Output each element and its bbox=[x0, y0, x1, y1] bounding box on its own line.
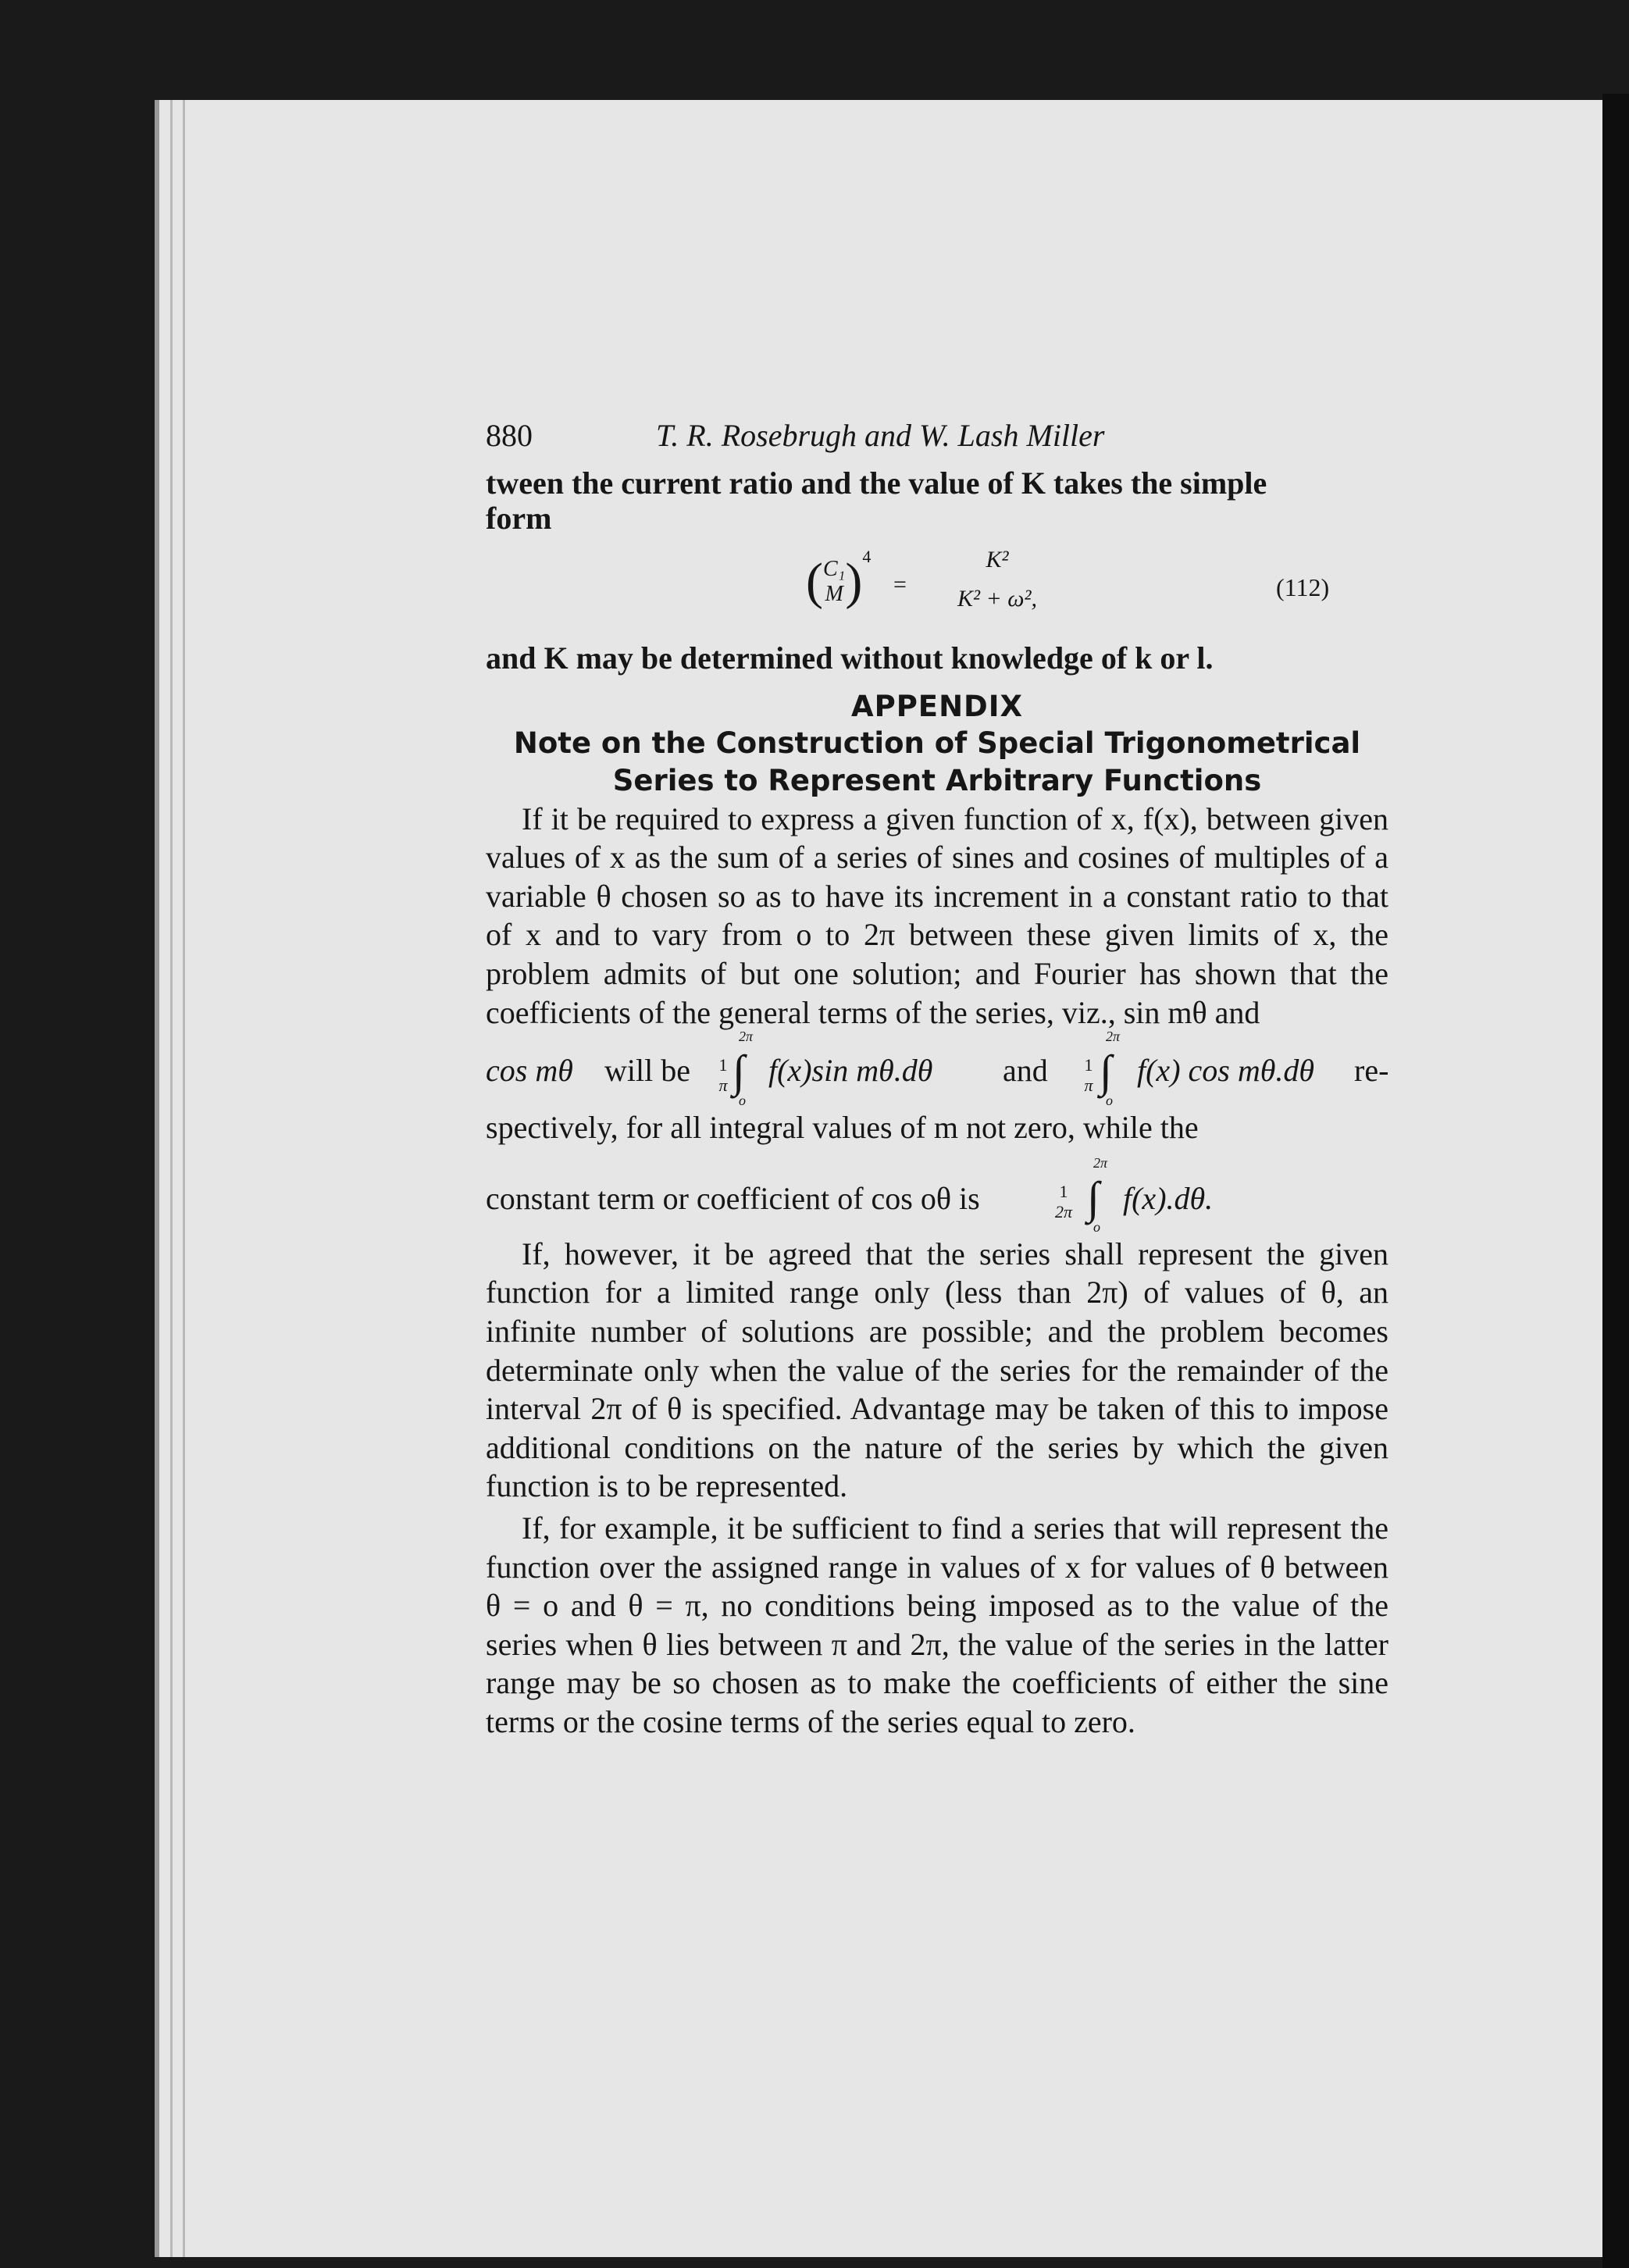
page-number: 880 bbox=[486, 418, 533, 453]
cos-term: cos mθ bbox=[486, 1053, 573, 1089]
upper-limit: 2π bbox=[1106, 1029, 1121, 1045]
integral-symbol: ∫ bbox=[1087, 1171, 1100, 1223]
equation-lhs: (C₁ M)$^4$ bbox=[806, 547, 872, 610]
lhs-exponent: 4 bbox=[862, 547, 872, 566]
appendix-subtitle: Series to Represent Arbitrary Functions bbox=[612, 763, 1262, 797]
paragraph-limited-range: If, however, it be agreed that the series shall represent the given function for a limited range only (less than 2π) of values of θ, an infinite number of solutions are possible; and the problem becomes determinate only when the value of the series for the remainder of the interval 2π of θ is specified. Advantage may be taken of this to impose additional conditions on the nature of the series by which the given function is to be represented. bbox=[486, 1236, 1388, 1504]
page-edge-line bbox=[170, 100, 173, 2257]
integrand-cosine: f(x) cos mθ.dθ bbox=[1137, 1053, 1315, 1089]
coef-3: 1 2π bbox=[1054, 1181, 1073, 1221]
lower-limit: o bbox=[1093, 1218, 1100, 1235]
lhs-numerator: C₁ bbox=[822, 556, 846, 581]
integral-symbol: ∫ bbox=[733, 1046, 745, 1097]
lower-limit: o bbox=[1106, 1093, 1113, 1109]
lower-limit: o bbox=[739, 1093, 746, 1109]
coef-2: 1 π bbox=[1084, 1055, 1093, 1096]
equation-number: (112) bbox=[1276, 573, 1330, 601]
upper-limit: 2π bbox=[1093, 1154, 1108, 1171]
intro-line: form bbox=[486, 501, 552, 536]
appendix-subtitle: Note on the Construction of Special Trigonometrical bbox=[513, 726, 1361, 760]
appendix-title: APPENDIX bbox=[850, 689, 1024, 723]
equation-112 bbox=[486, 536, 1388, 639]
constant-term-text: constant term or coefficient of cos oθ is bbox=[486, 1180, 980, 1216]
rhs-denominator: K² + ω², bbox=[957, 586, 1037, 612]
constant-term-line bbox=[486, 1147, 1388, 1235]
running-head: T. R. Rosebrugh and W. Lash Miller bbox=[656, 418, 1105, 453]
scanner-border bbox=[1602, 94, 1629, 2268]
rhs-numerator: K² bbox=[986, 547, 1009, 572]
page-edge-line bbox=[183, 100, 185, 2257]
integral-symbol: ∫ bbox=[1100, 1046, 1112, 1097]
upper-limit: 2π bbox=[739, 1029, 754, 1045]
page-content bbox=[486, 417, 1388, 1741]
page-header bbox=[486, 417, 1388, 461]
integrand-constant: f(x).dθ. bbox=[1123, 1180, 1214, 1216]
respectively-line: spectively, for all integral values of m not zero, while the bbox=[486, 1110, 1199, 1146]
paragraph-example: If, for example, it be sufficient to find a series that will represent the function over the assigned range in values of x for values of θ between θ = o and θ = π, no conditions being imposed as to the value of the series when θ lies between π and 2π, the value of the series in the latter range may be so chosen as to make the coefficients of either the sine terms or the cosine terms of the series equal to zero. bbox=[486, 1510, 1388, 1739]
equation-rhs bbox=[939, 540, 1056, 619]
hyphenated-tail: re- bbox=[1354, 1053, 1389, 1089]
integral-line bbox=[486, 1029, 1389, 1109]
equals-sign: = bbox=[893, 572, 907, 597]
coef-1: 1 π bbox=[718, 1055, 728, 1096]
will-be-text: will be bbox=[604, 1053, 690, 1089]
after-equation-line: and K may be determined without knowledge of k or l. bbox=[486, 640, 1214, 676]
lhs-denominator: M bbox=[825, 581, 843, 606]
integrand-sine: f(x)sin mθ.dθ bbox=[768, 1053, 933, 1089]
intro-line: tween the current ratio and the value of K takes the simple bbox=[486, 465, 1267, 501]
and-text: and bbox=[1003, 1053, 1048, 1089]
paragraph-fourier: If it be required to express a given function of x, f(x), between given values of x as the sum of a series of sines and cosines of multiples of a variable θ chosen so as to have its increment in a constant ratio to that of x and to vary from o to 2π between these given limits of x, the problem admits of but one solution; and Fourier has shown that the coefficients of the general terms of the series, viz., sin mθ and bbox=[486, 801, 1388, 1030]
